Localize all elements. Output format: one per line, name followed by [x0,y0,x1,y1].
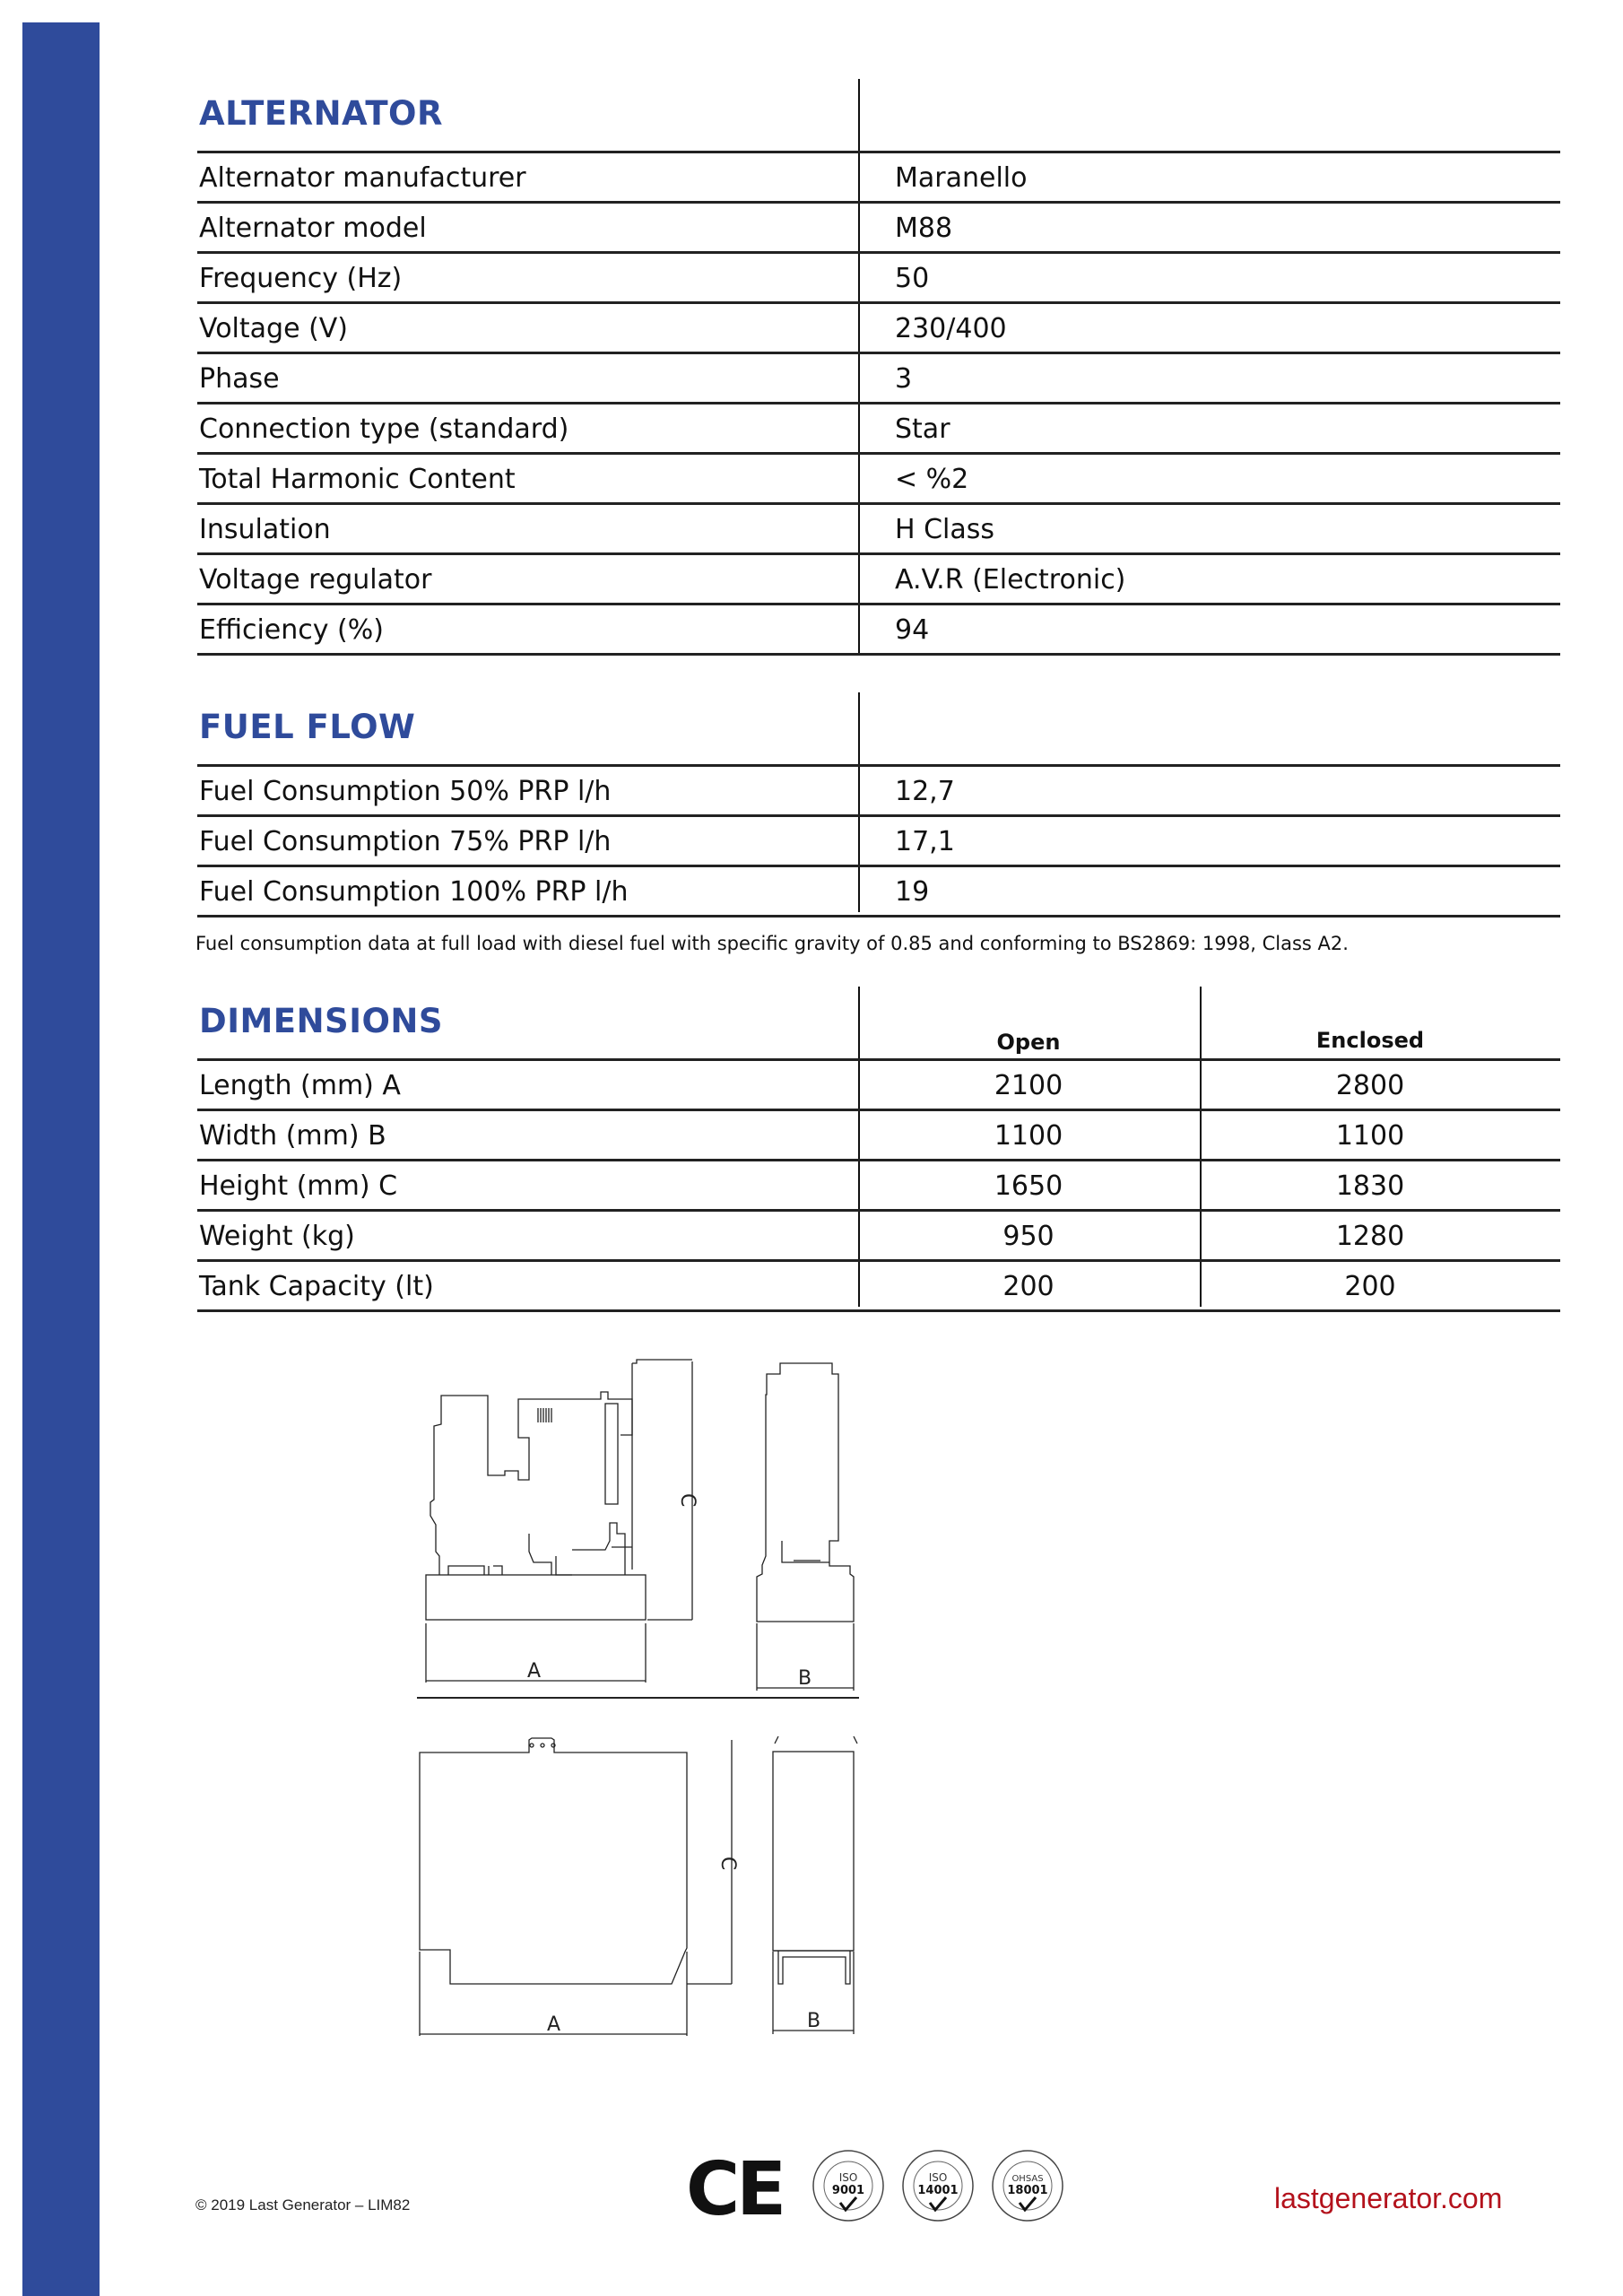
svg-text:ISO: ISO [838,2171,858,2184]
row-label: Fuel Consumption 100% PRP l/h [199,876,629,908]
table-row [197,502,1560,552]
svg-text:14001: 14001 [917,2184,959,2197]
alternator-section [197,79,1560,656]
row-label: Width (mm) B [199,1120,386,1152]
dimension-label-c: C [676,1493,699,1508]
row-label: Frequency (Hz) [199,263,403,294]
row-value: 19 [895,876,930,908]
alternator-table [197,151,1560,656]
dimensions-header [197,987,1560,1058]
side-accent-bar [22,22,100,2296]
value-open: 2100 [994,1070,1063,1101]
svg-text:OHSAS: OHSAS [1011,2174,1044,2184]
row-label: Phase [199,363,280,395]
table-row [197,1209,1560,1259]
enclosed-side-view [420,1738,732,2036]
row-label: Height (mm) C [199,1170,398,1202]
section-title: ALTERNATOR [199,94,444,133]
section-title: DIMENSIONS [199,1002,444,1040]
table-row [197,1058,1560,1109]
open-side-view [426,1360,692,1683]
table-row [197,352,1560,402]
table-row [197,402,1560,452]
svg-text:9001: 9001 [831,2184,865,2197]
table-row [197,552,1560,603]
radiator-grille [605,1404,618,1504]
value-enclosed: 2800 [1335,1070,1405,1101]
row-value: 12,7 [895,776,955,807]
value-enclosed: 1280 [1335,1221,1405,1252]
dimension-label-a-enclosed: A [547,2013,561,2036]
value-enclosed: 200 [1344,1271,1396,1302]
fuel-note: Fuel consumption data at full load with diesel fuel with specific gravity of 0.85 and conforming to BS2869: 1998, Class A2. [195,933,1349,954]
dimension-label-b-enclosed: B [807,2010,821,2032]
table-row [197,301,1560,352]
row-value: 17,1 [895,826,955,857]
row-value: 50 [895,263,930,294]
iso-14001-badge-icon [901,2149,975,2222]
table-row [197,201,1560,251]
row-value: < %2 [895,464,969,495]
row-value: Star [895,413,950,445]
row-value: M88 [895,213,953,244]
fuel-flow-table [197,764,1560,918]
value-open: 200 [1002,1271,1055,1302]
open-end-view [757,1363,854,1691]
column-header-enclosed: Enclosed [1315,1028,1425,1053]
value-enclosed: 1100 [1335,1120,1405,1152]
value-enclosed: 1830 [1335,1170,1405,1202]
row-label: Fuel Consumption 50% PRP l/h [199,776,612,807]
row-label: Insulation [199,514,331,545]
dimension-label-a: A [527,1660,542,1683]
section-title: FUEL FLOW [199,708,416,746]
row-value: 230/400 [895,313,1007,344]
ce-mark-icon: CE [686,2147,784,2232]
copyright: © 2019 Last Generator – LIM82 [195,2196,411,2213]
fuel-flow-section [197,692,1560,918]
value-open: 1650 [994,1170,1063,1202]
row-label: Alternator manufacturer [199,162,526,194]
enclosed-end-view [773,1736,857,2034]
website-link[interactable]: lastgenerator.com [1274,2182,1503,2214]
ohsas-18001-badge-icon [991,2149,1064,2222]
column-header-open: Open [996,1030,1061,1055]
row-value: 94 [895,614,930,646]
row-label: Tank Capacity (lt) [199,1271,434,1302]
row-value: H Class [895,514,995,545]
row-label: Fuel Consumption 75% PRP l/h [199,826,612,857]
table-row [197,1159,1560,1209]
row-value: A.V.R (Electronic) [895,564,1126,596]
table-row [197,603,1560,656]
dimension-label-b: B [798,1667,812,1690]
table-row [197,151,1560,201]
certification-logos [686,2145,1072,2235]
row-label: Total Harmonic Content [199,464,516,495]
row-value: 3 [895,363,913,395]
row-label: Voltage (V) [199,313,348,344]
svg-text:ISO: ISO [928,2171,948,2184]
row-label: Efficiency (%) [199,614,384,646]
dimensions-section [197,987,1560,1312]
table-row [197,764,1560,814]
value-open: 1100 [994,1120,1063,1152]
dimension-label-c-enclosed: C [716,1857,739,1871]
table-row [197,1259,1560,1312]
alternator-header [197,79,1560,151]
iso-9001-badge-icon [812,2149,885,2222]
value-open: 950 [1002,1221,1055,1252]
svg-text:18001: 18001 [1007,2184,1048,2197]
row-label: Voltage regulator [199,564,432,596]
table-row [197,1109,1560,1159]
row-label: Length (mm) A [199,1070,401,1101]
dimensions-table [197,1058,1560,1312]
dimension-drawings [412,1345,1309,2081]
row-label: Alternator model [199,213,427,244]
fuel-flow-header [197,692,1560,764]
row-label: Weight (kg) [199,1221,355,1252]
row-value: Maranello [895,162,1028,194]
row-label: Connection type (standard) [199,413,569,445]
table-row [197,814,1560,865]
table-row [197,251,1560,301]
table-row [197,865,1560,918]
table-row [197,452,1560,502]
